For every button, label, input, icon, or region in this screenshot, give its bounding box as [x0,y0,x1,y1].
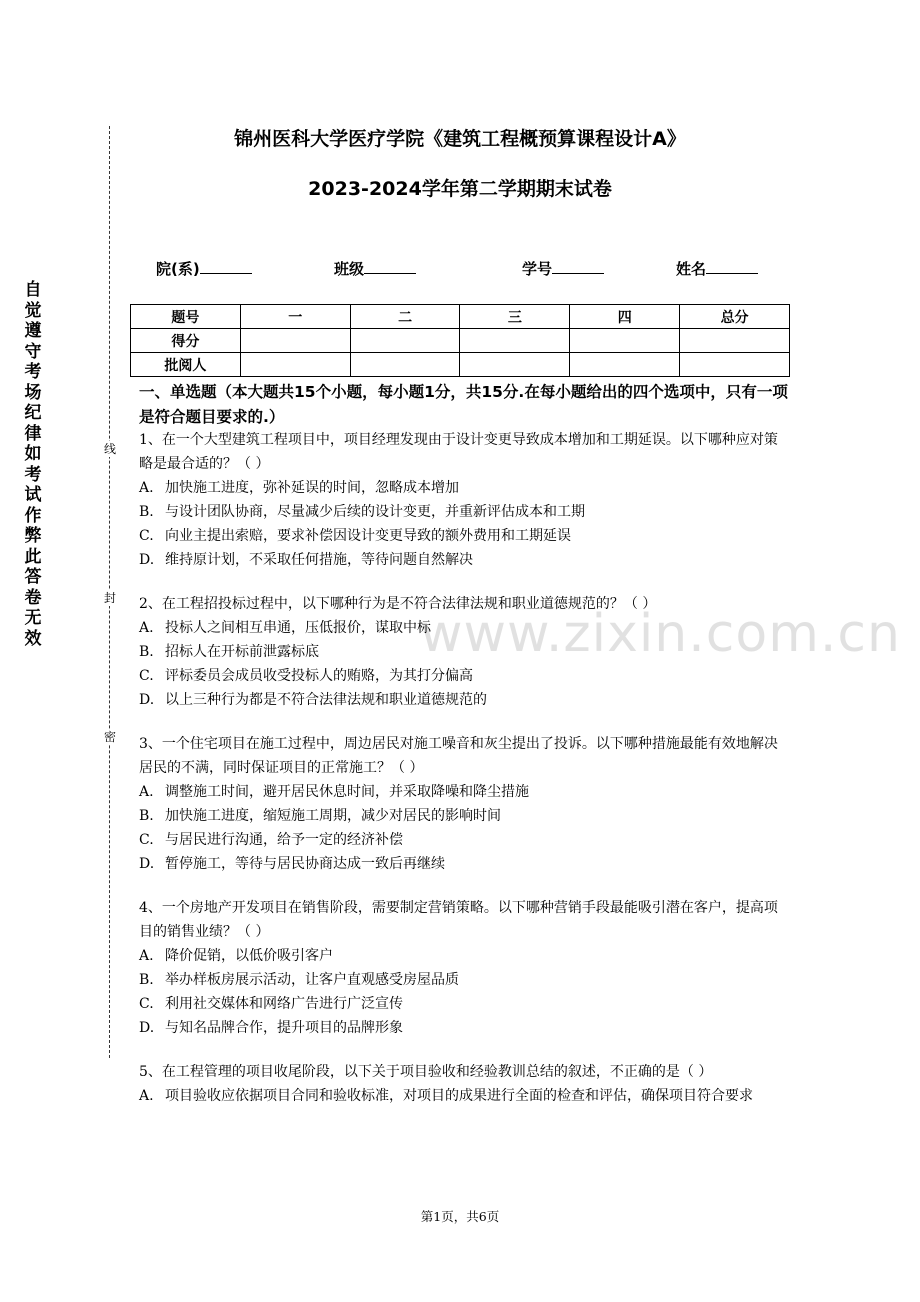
grader-cell[interactable] [680,353,790,377]
option-letter: B. [139,504,154,520]
option-letter: B. [139,808,154,824]
question-item [139,732,789,876]
option-text: 投标人之间相互串通，压低报价，谋取中标 [165,620,431,636]
field-name-blank[interactable] [706,259,758,274]
option-letter: C. [139,996,154,1012]
option-letter: C. [139,528,154,544]
option-letter: A. [139,948,154,964]
option-letter: B. [139,972,154,988]
question-item [139,592,789,712]
question-item [139,1060,789,1108]
field-student-id [522,258,604,279]
option-text: 评标委员会成员收受投标人的贿赂，为其打分偏高 [165,668,473,684]
option-text: 与设计团队协商，尽量减少后续的设计变更，并重新评估成本和工期 [165,504,585,520]
option-text: 加快施工进度，弥补延误的时间，忽略成本增加 [165,480,459,496]
option-letter: C. [139,668,154,684]
answer-option[interactable] [139,828,789,852]
grader-cell[interactable] [570,353,680,377]
answer-option[interactable] [139,992,789,1016]
score-table-row-score [131,329,790,353]
binding-mark-seal: 封 [101,590,119,606]
score-header-cell: 三 [460,305,570,329]
binding-mark-line: 线 [101,441,119,457]
question-text: 2、在工程招投标过程中，以下哪种行为是不符合法律法规和职业道德规范的？（ ） [139,596,657,612]
answer-option[interactable] [139,968,789,992]
score-header-cell: 一 [240,305,350,329]
question-text: 1、在一个大型建筑工程项目中，项目经理发现由于设计变更导致成本增加和工期延误。以下哪种应对策略是最合适的？（ ） [139,432,778,472]
field-class-blank[interactable] [364,259,416,274]
score-header-cell: 二 [350,305,460,329]
score-header-cell: 题号 [131,305,241,329]
field-name [676,258,758,279]
field-class-label: 班级 [334,260,365,278]
option-text: 向业主提出索赔，要求补偿因设计变更导致的额外费用和工期延误 [165,528,571,544]
page-footer: 第1页，共6页 [420,1209,500,1224]
option-text: 举办样板房展示活动，让客户直观感受房屋品质 [165,972,459,988]
option-text: 利用社交媒体和网络广告进行广泛宣传 [165,996,403,1012]
option-letter: D. [139,856,155,872]
option-text: 与知名品牌合作，提升项目的品牌形象 [165,1020,403,1036]
grader-cell[interactable] [240,353,350,377]
grader-cell[interactable] [350,353,460,377]
field-department [156,258,252,279]
answer-option[interactable] [139,640,789,664]
score-row-label: 得分 [131,329,241,353]
score-cell[interactable] [350,329,460,353]
question-item [139,896,789,1040]
field-name-label: 姓名 [676,260,707,278]
answer-option[interactable] [139,1084,789,1108]
binding-mark-secret: 密 [101,729,119,745]
answer-option[interactable] [139,664,789,688]
option-letter: A. [139,620,154,636]
option-text: 以上三种行为都是不符合法律法规和职业道德规范的 [165,692,487,708]
score-row-label: 批阅人 [131,353,241,377]
answer-option[interactable] [139,688,789,712]
option-letter: A. [139,784,154,800]
answer-option[interactable] [139,852,789,876]
score-header-cell: 四 [570,305,680,329]
option-letter: C. [139,832,154,848]
question-item [139,428,789,572]
option-text: 暂停施工，等待与居民协商达成一致后再继续 [165,856,445,872]
grader-cell[interactable] [460,353,570,377]
question-text: 4、一个房地产开发项目在销售阶段，需要制定营销策略。以下哪种营销手段最能吸引潜在客户，提高项目的销售业绩？（ ） [139,900,778,940]
question-list [139,428,789,1128]
option-letter: D. [139,552,155,568]
score-table-header-row [131,305,790,329]
section-heading: 一、单选题（本大题共15个小题，每小题1分，共15分.在每小题给出的四个选项中，只有一项是符合题目要求的.） [139,383,788,426]
answer-option[interactable] [139,804,789,828]
answer-option[interactable] [139,1016,789,1040]
score-cell[interactable] [240,329,350,353]
option-letter: D. [139,1020,155,1036]
field-student-id-blank[interactable] [552,259,604,274]
score-header-cell: 总分 [680,305,790,329]
answer-option[interactable] [139,616,789,640]
option-letter: A. [139,1088,154,1104]
score-table [130,304,790,377]
answer-option[interactable] [139,500,789,524]
option-text: 加快施工进度，缩短施工周期，减少对居民的影响时间 [165,808,501,824]
option-letter: B. [139,644,154,660]
exam-subtitle: 2023-2024学年第二学期期末试卷 [308,178,612,200]
option-text: 降价促销，以低价吸引客户 [165,948,333,964]
option-text: 维持原计划，不采取任何措施，等待问题自然解决 [165,552,473,568]
answer-option[interactable] [139,944,789,968]
answer-option[interactable] [139,524,789,548]
field-student-id-label: 学号 [522,260,553,278]
field-class [334,258,416,279]
answer-option[interactable] [139,780,789,804]
answer-option[interactable] [139,476,789,500]
option-text: 项目验收应依据项目合同和验收标准，对项目的成果进行全面的检查和评估，确保项目符合要求 [165,1088,753,1104]
answer-option[interactable] [139,548,789,572]
score-cell[interactable] [570,329,680,353]
option-text: 调整施工时间，避开居民休息时间，并采取降噪和降尘措施 [165,784,529,800]
question-text: 5、在工程管理的项目收尾阶段，以下关于项目验收和经验教训总结的叙述，不正确的是（ ） [139,1064,713,1080]
score-cell[interactable] [680,329,790,353]
option-text: 与居民进行沟通，给予一定的经济补偿 [165,832,403,848]
field-department-label: 院(系) [156,260,200,278]
exam-title: 锦州医科大学医疗学院《建筑工程概预算课程设计A》 [234,128,686,150]
score-cell[interactable] [460,329,570,353]
exam-discipline-notice: 自觉遵守考场纪律如考试作弊此答卷无效 [24,280,42,649]
option-text: 招标人在开标前泄露标底 [165,644,319,660]
option-letter: A. [139,480,154,496]
score-table-row-grader [131,353,790,377]
option-letter: D. [139,692,155,708]
watermark: www.zixin.com.cn [420,604,901,664]
field-department-blank[interactable] [200,259,252,274]
question-text: 3、一个住宅项目在施工过程中，周边居民对施工噪音和灰尘提出了投诉。以下哪种措施最能有效地解决居民的不满，同时保证项目的正常施工？（ ） [139,736,778,776]
